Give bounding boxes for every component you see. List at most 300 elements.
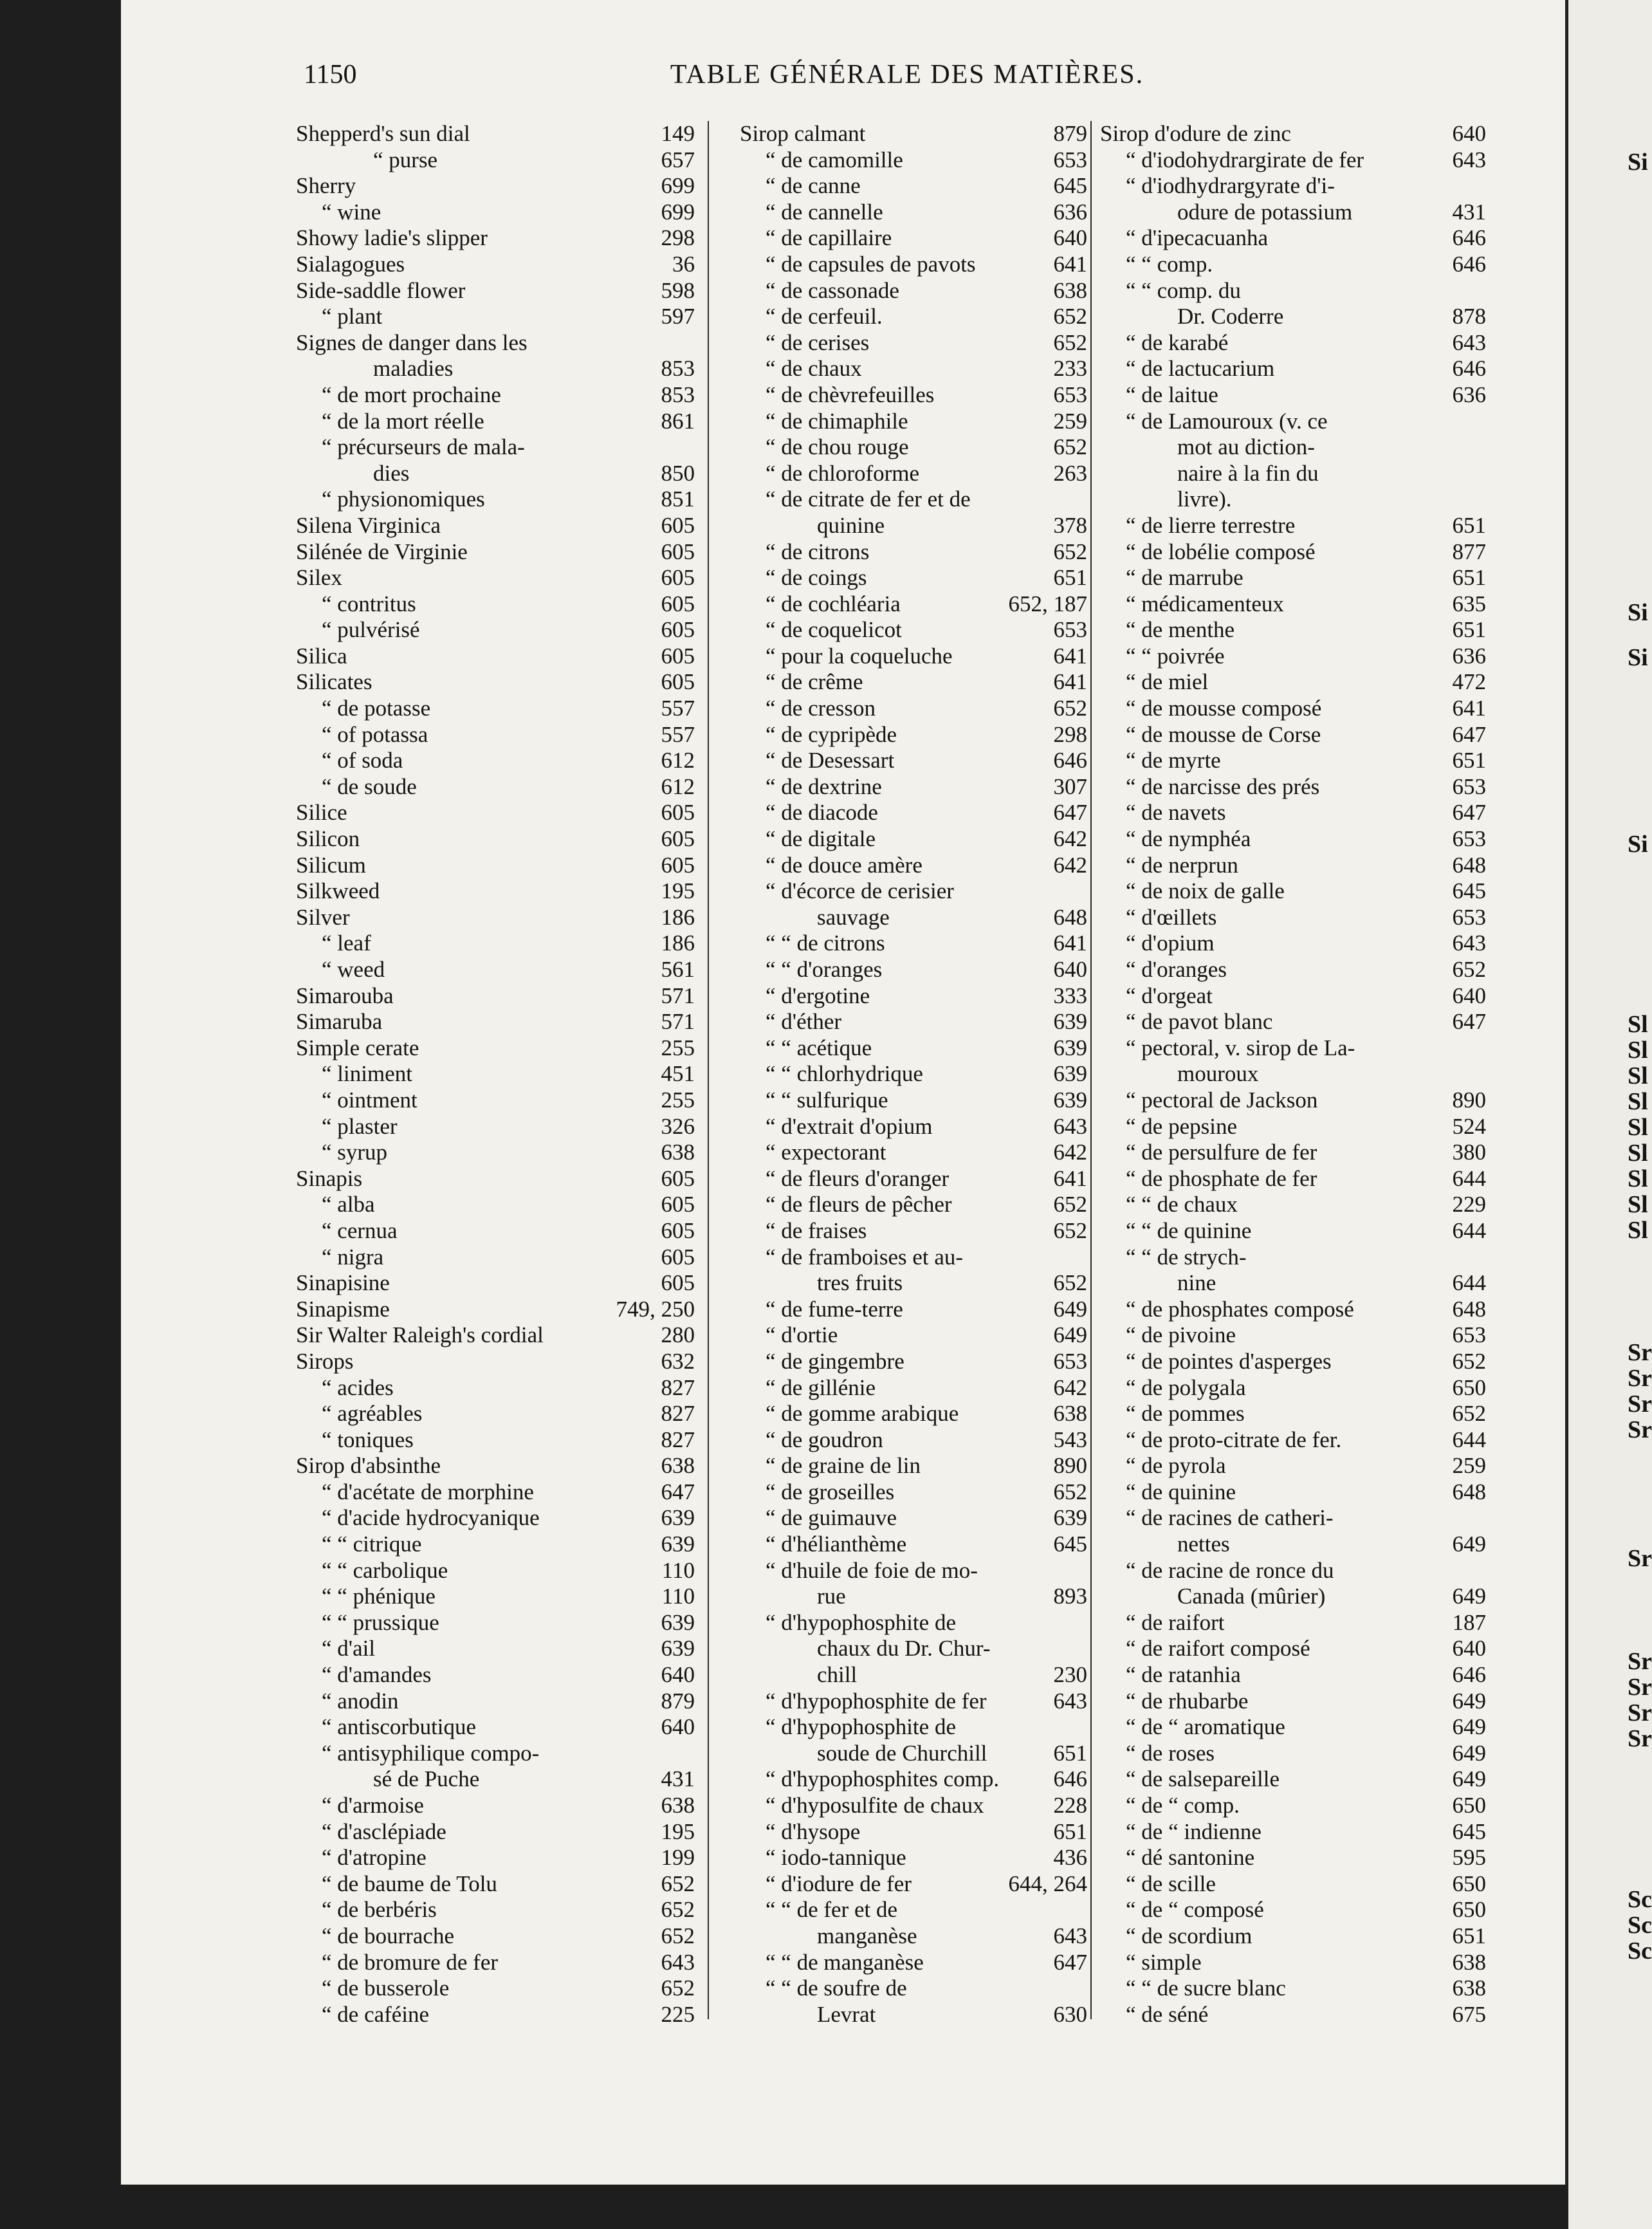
entry-page-number: 255 — [661, 1087, 695, 1113]
entry-text: “ d'ortie — [766, 1322, 838, 1348]
entry-page-number: 642 — [1053, 1140, 1087, 1165]
entry-text: Simaruba — [296, 1009, 383, 1035]
entry-text: “ d'hélianthème — [766, 1531, 907, 1557]
index-entry — [296, 278, 695, 304]
index-entry — [1100, 1558, 1486, 1584]
entry-page-number: 648 — [1452, 852, 1486, 878]
index-entry — [1100, 1061, 1486, 1087]
entry-page-number: 638 — [1053, 1401, 1087, 1427]
entry-text: “ ointment — [322, 1087, 418, 1113]
entry-text: “ de phosphate de fer — [1126, 1165, 1317, 1191]
index-entry — [296, 878, 695, 905]
index-entry — [740, 1401, 1087, 1427]
entry-page-number: 651 — [1452, 617, 1486, 643]
entry-page-number: 651 — [1053, 565, 1087, 591]
index-entry — [296, 643, 695, 670]
entry-text: “ de coquelicot — [766, 617, 902, 643]
entry-text: Silica — [296, 643, 347, 669]
index-entry — [1100, 669, 1486, 696]
index-entry — [740, 669, 1087, 696]
entry-text: “ de menthe — [1126, 617, 1235, 643]
index-entry — [740, 1636, 1087, 1662]
index-entry — [740, 1009, 1087, 1035]
entry-page-number: 195 — [661, 1818, 695, 1844]
entry-page-number: 228 — [1053, 1793, 1087, 1818]
index-entry — [1100, 1531, 1486, 1558]
index-entry — [740, 356, 1087, 382]
entry-page-number: 640 — [1053, 957, 1087, 982]
entry-text: “ de chloroforme — [766, 460, 920, 486]
entry-text: “ d'ail — [322, 1636, 376, 1661]
entry-text: “ de caféine — [322, 2001, 430, 2027]
entry-page-number: 646 — [1053, 1766, 1087, 1792]
index-entry — [296, 591, 695, 618]
entry-text: “ de fraises — [766, 1217, 867, 1243]
entry-page-number: 612 — [661, 748, 695, 773]
entry-text: Dr. Coderre — [1177, 304, 1284, 329]
entry-text: “ de quinine — [1126, 1479, 1236, 1504]
fragment-text: Sr — [1628, 1391, 1652, 1418]
column-divider — [1090, 121, 1092, 2019]
entry-page-number: 643 — [1053, 1113, 1087, 1139]
entry-text: “ de la mort réelle — [322, 408, 484, 434]
entry-page-number: 650 — [1452, 1897, 1486, 1923]
entry-text: mot au diction- — [1177, 434, 1315, 460]
entry-text: Sirop d'absinthe — [296, 1453, 441, 1479]
index-entry — [740, 853, 1087, 879]
entry-text: Sirops — [296, 1348, 354, 1374]
entry-text: “ de groseilles — [766, 1479, 895, 1504]
entry-page-number: 640 — [1452, 121, 1486, 146]
fragment-text: Sl — [1628, 1191, 1648, 1218]
index-entry — [740, 1505, 1087, 1531]
entry-text: “ iodo-tannique — [766, 1845, 906, 1871]
entry-page-number: 893 — [1053, 1584, 1087, 1609]
entry-text: “ agréables — [322, 1401, 423, 1427]
entry-page-number: 640 — [661, 1662, 695, 1688]
entry-text: Silena Virginica — [296, 512, 441, 538]
index-entry — [1100, 252, 1486, 278]
entry-text: “ d'huile de foie de mo- — [766, 1557, 978, 1583]
index-entry — [296, 173, 695, 199]
index-entry — [296, 356, 695, 382]
entry-page-number: 255 — [661, 1035, 695, 1060]
index-entry — [740, 539, 1087, 566]
index-entry — [296, 539, 695, 566]
index-entry — [296, 121, 695, 147]
index-entry — [296, 617, 695, 643]
entry-page-number: 861 — [661, 408, 695, 434]
entry-text: “ de pavot blanc — [1126, 1009, 1273, 1035]
entry-page-number: 853 — [661, 356, 695, 382]
entry-text: “ d'hyposulfite de chaux — [766, 1793, 984, 1818]
index-entry — [296, 1114, 695, 1140]
entry-page-number: 652 — [1053, 539, 1087, 564]
index-entry — [1100, 539, 1486, 566]
entry-text: “ de raifort composé — [1126, 1636, 1310, 1661]
entry-text: “ “ sulfurique — [766, 1087, 888, 1113]
index-entry — [1100, 1975, 1486, 2002]
entry-page-number: 652 — [1452, 1348, 1486, 1374]
entry-page-number: 605 — [661, 539, 695, 564]
entry-page-number: 638 — [1452, 1949, 1486, 1975]
entry-page-number: 380 — [1452, 1140, 1486, 1165]
index-entry — [296, 826, 695, 853]
index-entry — [740, 1218, 1087, 1244]
entry-text: Sirop calmant — [740, 121, 866, 146]
entry-text: “ de digitale — [766, 826, 876, 852]
entry-text: “ de chaux — [766, 356, 862, 382]
index-entry — [1100, 199, 1486, 226]
entry-text: manganèse — [817, 1923, 917, 1948]
entry-text: “ de séné — [1126, 2001, 1209, 2027]
entry-text: “ d'asclépiade — [322, 1818, 446, 1844]
index-entry — [296, 1819, 695, 1845]
index-entry — [1100, 1793, 1486, 1819]
entry-page-number: 649 — [1053, 1296, 1087, 1322]
entry-page-number: 643 — [1452, 329, 1486, 355]
entry-page-number: 653 — [1053, 617, 1087, 643]
index-entry — [296, 1427, 695, 1454]
entry-page-number: 649 — [1452, 1766, 1486, 1792]
entry-page-number: 652 — [1053, 329, 1087, 355]
entry-text: “ alba — [322, 1192, 375, 1217]
entry-page-number: 642 — [1053, 826, 1087, 852]
index-entry — [740, 696, 1087, 722]
entry-page-number: 647 — [1452, 800, 1486, 826]
entry-page-number: 186 — [661, 930, 695, 956]
entry-text: Simple cerate — [296, 1035, 419, 1060]
index-entry — [296, 1741, 695, 1767]
index-entry — [740, 330, 1087, 356]
index-entry — [1100, 1244, 1486, 1271]
entry-text: Levrat — [817, 2001, 876, 2027]
entry-page-number: 636 — [1053, 199, 1087, 225]
index-entry — [1100, 1950, 1486, 1976]
index-entry — [740, 1688, 1087, 1715]
entry-text: “ antisyphilique compo- — [322, 1740, 540, 1766]
entry-text: nine — [1177, 1270, 1216, 1296]
index-entry — [740, 1035, 1087, 1062]
entry-text: “ expectorant — [766, 1140, 886, 1165]
index-entry — [740, 1192, 1087, 1218]
entry-page-number: 199 — [661, 1845, 695, 1871]
entry-text: “ de lobélie composé — [1126, 539, 1316, 564]
entry-text: “ cernua — [322, 1217, 398, 1243]
index-entry — [296, 1140, 695, 1166]
entry-text: “ de nymphéa — [1126, 826, 1251, 852]
index-entry — [296, 1923, 695, 1950]
entry-page-number: 651 — [1452, 512, 1486, 538]
entry-text: “ contritus — [322, 591, 416, 616]
entry-page-number: 451 — [661, 1061, 695, 1087]
entry-page-number: 436 — [1053, 1845, 1087, 1871]
entry-text: “ “ citrique — [322, 1531, 422, 1557]
entry-page-number: 605 — [661, 1165, 695, 1191]
entry-page-number: 225 — [661, 2001, 695, 2027]
index-entry — [1100, 121, 1486, 147]
entry-text: “ de fume-terre — [766, 1296, 903, 1322]
index-entry — [740, 1531, 1087, 1558]
entry-page-number: 652 — [661, 1871, 695, 1896]
entry-page-number: 280 — [661, 1322, 695, 1348]
entry-page-number: 652 — [1053, 304, 1087, 329]
entry-text: “ de fleurs de pêcher — [766, 1192, 952, 1217]
index-entry — [1100, 1923, 1486, 1950]
index-entry — [296, 434, 695, 461]
entry-text: “ de proto-citrate de fer. — [1126, 1427, 1342, 1452]
entry-text: “ plant — [322, 304, 383, 329]
index-entry — [296, 409, 695, 435]
index-entry — [740, 1114, 1087, 1140]
index-entry — [1100, 225, 1486, 252]
index-entry — [740, 983, 1087, 1010]
index-entry — [296, 1270, 695, 1297]
column-divider — [708, 121, 709, 2019]
fragment-text: Si — [1628, 149, 1648, 176]
entry-text: “ de myrte — [1126, 748, 1221, 773]
entry-text: “ of soda — [322, 748, 403, 773]
index-entry — [296, 722, 695, 748]
entry-text: “ de chèvrefeuilles — [766, 382, 935, 407]
index-entry — [296, 696, 695, 722]
index-entry — [740, 800, 1087, 826]
entry-page-number: 890 — [1452, 1087, 1486, 1113]
entry-text: “ de phosphates composé — [1126, 1296, 1354, 1322]
entry-text: “ “ de chaux — [1126, 1192, 1238, 1217]
index-entry — [1100, 278, 1486, 304]
entry-text: “ de gingembre — [766, 1348, 904, 1374]
entry-page-number: 605 — [661, 1192, 695, 1217]
index-entry — [296, 2002, 695, 2028]
index-entry — [296, 513, 695, 539]
entry-text: “ “ comp. du — [1126, 277, 1241, 303]
index-entry — [1100, 565, 1486, 591]
index-entry — [296, 1610, 695, 1636]
entry-page-number: 640 — [1452, 983, 1486, 1008]
entry-page-number: 652 — [1452, 957, 1486, 982]
entry-text: “ d'iodhydrargyrate d'i- — [1126, 173, 1335, 199]
entry-text: “ “ de citrons — [766, 930, 885, 956]
index-entry — [740, 409, 1087, 435]
entry-page-number: 646 — [1053, 748, 1087, 773]
entry-text: “ de pointes d'asperges — [1126, 1348, 1332, 1374]
entry-text: “ de chou rouge — [766, 434, 909, 460]
index-entry — [1100, 1322, 1486, 1349]
entry-text: “ de marrube — [1126, 565, 1244, 591]
entry-text: “ leaf — [322, 930, 371, 956]
entry-page-number: 827 — [661, 1374, 695, 1400]
index-entry — [296, 461, 695, 487]
entry-page-number: 641 — [1053, 669, 1087, 695]
entry-text: “ “ acétique — [766, 1035, 872, 1060]
fragment-text: Sl — [1628, 1217, 1648, 1244]
entry-page-number: 186 — [661, 904, 695, 930]
index-entry — [1100, 826, 1486, 853]
entry-page-number: 651 — [1452, 1923, 1486, 1948]
fragment-text: Sr — [1628, 1725, 1652, 1752]
entry-text: “ d'opium — [1126, 930, 1215, 956]
entry-text: “ pectoral de Jackson — [1126, 1087, 1318, 1113]
index-entry — [296, 1297, 695, 1323]
entry-text: “ de Desessart — [766, 748, 895, 773]
entry-page-number: 638 — [661, 1140, 695, 1165]
entry-page-number: 543 — [1053, 1427, 1087, 1452]
entry-page-number: 641 — [1452, 696, 1486, 721]
entry-text: Sherry — [296, 173, 356, 199]
entry-text: “ de scordium — [1126, 1923, 1253, 1948]
index-entry — [1100, 1610, 1486, 1636]
entry-text: Silver — [296, 904, 350, 930]
entry-page-number: 653 — [1452, 1322, 1486, 1348]
entry-page-number: 649 — [1452, 1688, 1486, 1714]
entry-page-number: 651 — [1452, 565, 1486, 591]
index-entry — [1100, 1688, 1486, 1715]
entry-page-number: 632 — [661, 1348, 695, 1374]
index-entry — [1100, 617, 1486, 643]
entry-page-number: 229 — [1452, 1192, 1486, 1217]
entry-page-number: 652 — [1452, 1401, 1486, 1427]
index-entry — [296, 957, 695, 983]
index-entry — [740, 434, 1087, 461]
entry-text: “ de nerprun — [1126, 852, 1238, 878]
entry-text: Canada (mûrier) — [1177, 1584, 1326, 1609]
entry-text: “ d'orgeat — [1126, 983, 1213, 1008]
index-entry — [740, 1322, 1087, 1349]
entry-text: livre). — [1177, 486, 1232, 512]
entry-page-number: 646 — [1452, 251, 1486, 277]
entry-page-number: 642 — [1053, 852, 1087, 878]
entry-page-number: 472 — [1452, 669, 1486, 695]
entry-text: “ d'amandes — [322, 1662, 432, 1688]
index-entry — [296, 330, 695, 356]
entry-page-number: 233 — [1053, 356, 1087, 382]
index-entry — [296, 1975, 695, 2002]
entry-text: “ de pommes — [1126, 1401, 1245, 1427]
entry-text: “ de gomme arabique — [766, 1401, 959, 1427]
entry-page-number: 652 — [1053, 696, 1087, 721]
entry-page-number: 850 — [661, 460, 695, 486]
entry-page-number: 827 — [661, 1427, 695, 1452]
index-entry — [740, 1375, 1087, 1401]
entry-page-number: 645 — [1053, 1531, 1087, 1557]
fragment-text: Sr — [1628, 1545, 1652, 1572]
index-entry — [1100, 1087, 1486, 1114]
entry-page-number: 644 — [1452, 1217, 1486, 1243]
fragment-text: Si — [1628, 599, 1648, 626]
entry-text: “ “ chlorhydrique — [766, 1061, 923, 1087]
entry-page-number: 643 — [1053, 1688, 1087, 1714]
index-entry — [1100, 1897, 1486, 1923]
entry-page-number: 651 — [1053, 1740, 1087, 1766]
entry-text: Showy ladie's slipper — [296, 225, 488, 251]
entry-page-number: 605 — [661, 617, 695, 643]
entry-text: “ médicamenteux — [1126, 591, 1284, 616]
entry-text: “ “ de quinine — [1126, 1217, 1252, 1243]
index-entry — [1100, 696, 1486, 722]
entry-text: “ de fleurs d'oranger — [766, 1165, 950, 1191]
page-header — [304, 59, 1510, 98]
index-entry — [296, 669, 695, 696]
index-entry — [740, 617, 1087, 643]
entry-page-number: 644, 264 — [1008, 1871, 1087, 1896]
entry-text: “ toniques — [322, 1427, 414, 1452]
entry-page-number: 298 — [661, 225, 695, 251]
entry-text: “ de guimauve — [766, 1505, 897, 1531]
entry-text: “ “ de manganèse — [766, 1949, 924, 1975]
entry-text: “ de busserole — [322, 1975, 450, 2001]
entry-text: dies — [373, 460, 410, 486]
fragment-text: Sr — [1628, 1648, 1652, 1675]
entry-page-number: 651 — [1452, 748, 1486, 773]
entry-page-number: 653 — [1053, 382, 1087, 407]
entry-text: “ de raifort — [1126, 1609, 1225, 1635]
page-number: 1150 — [304, 60, 357, 89]
entry-text: “ de “ aromatique — [1126, 1714, 1285, 1740]
index-entry — [1100, 1427, 1486, 1454]
entry-text: “ “ de soufre de — [766, 1975, 907, 2001]
index-entry — [296, 1061, 695, 1087]
index-entry — [296, 304, 695, 330]
index-entry — [740, 1819, 1087, 1845]
entry-page-number: 652 — [1053, 1270, 1087, 1296]
index-entry — [296, 1714, 695, 1741]
index-entry — [1100, 1035, 1486, 1062]
entry-text: “ de rhubarbe — [1126, 1688, 1249, 1714]
fragment-text: Sl — [1628, 1165, 1648, 1192]
index-entry — [296, 1505, 695, 1531]
entry-page-number: 643 — [661, 1949, 695, 1975]
index-entry — [296, 1009, 695, 1035]
entry-page-number: 639 — [1053, 1009, 1087, 1035]
index-entry — [1100, 1192, 1486, 1218]
entry-text: “ anodin — [322, 1688, 399, 1714]
entry-page-number: 641 — [1053, 1165, 1087, 1191]
index-entry — [296, 225, 695, 252]
entry-page-number: 431 — [1452, 199, 1486, 225]
index-entry — [740, 1349, 1087, 1375]
entry-text: “ de pepsine — [1126, 1113, 1237, 1139]
entry-text: “ physionomiques — [322, 486, 485, 512]
entry-text: “ de potasse — [322, 696, 431, 721]
entry-text: soude de Churchill — [817, 1740, 987, 1766]
entry-text: “ de citrons — [766, 539, 870, 564]
entry-text: “ de diacode — [766, 800, 878, 826]
index-column-2 — [740, 121, 1087, 2028]
entry-page-number: 645 — [1452, 1818, 1486, 1844]
entry-text: “ de Lamouroux (v. ce — [1126, 408, 1328, 434]
index-entry — [740, 722, 1087, 748]
entry-page-number: 652 — [1053, 1217, 1087, 1243]
entry-page-number: 230 — [1053, 1662, 1087, 1688]
entry-page-number: 605 — [661, 565, 695, 591]
entry-page-number: 524 — [1452, 1113, 1486, 1139]
entry-text: Sinapisme — [296, 1296, 390, 1322]
entry-page-number: 650 — [1452, 1374, 1486, 1400]
index-entry — [296, 1035, 695, 1062]
index-entry — [1100, 853, 1486, 879]
entry-page-number: 605 — [661, 826, 695, 852]
entry-page-number: 187 — [1452, 1609, 1486, 1635]
index-entry — [296, 930, 695, 957]
index-entry — [296, 1897, 695, 1923]
entry-text: “ de mousse composé — [1126, 696, 1322, 721]
entry-text: quinine — [817, 512, 885, 538]
entry-page-number: 605 — [661, 1217, 695, 1243]
index-entry — [740, 382, 1087, 409]
entry-text: “ d'iodure de fer — [766, 1871, 912, 1896]
entry-text: “ de polygala — [1126, 1374, 1246, 1400]
